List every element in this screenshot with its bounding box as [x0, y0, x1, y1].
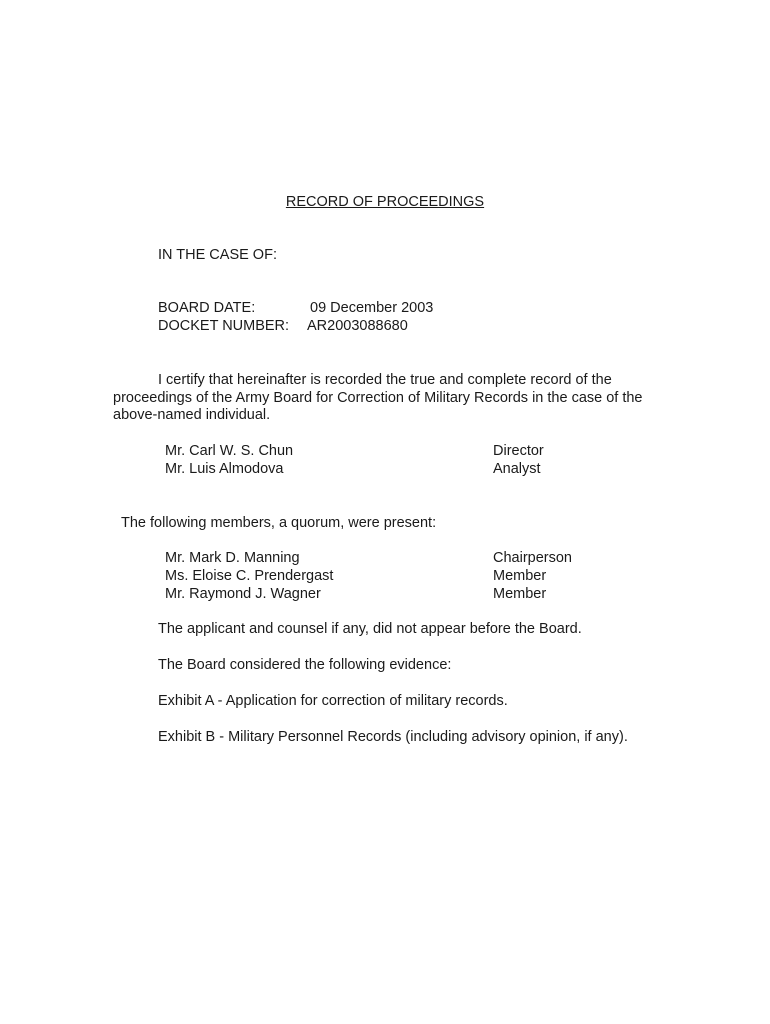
evidence-intro: The Board considered the following evidence: [158, 657, 452, 673]
staff-role: Director [493, 443, 544, 459]
certification-text: I certify that hereinafter is recorded the true and complete record of the proceedings of the Army Board for Correction of Military Records in the case of the above-named individual. [113, 372, 643, 423]
member-name: Ms. Eloise C. Prendergast [165, 568, 334, 584]
case-label: IN THE CASE OF: [158, 247, 277, 263]
quorum-statement: The following members, a quorum, were present: [121, 515, 437, 531]
staff-role: Analyst [493, 461, 541, 477]
staff-name: Mr. Carl W. S. Chun [165, 443, 294, 459]
member-role: Member [493, 568, 547, 584]
certification-paragraph [113, 372, 653, 425]
docket-number-label: DOCKET NUMBER: [158, 318, 290, 334]
member-role: Member [493, 586, 547, 602]
document-title [0, 193, 770, 211]
member-name: Mr. Mark D. Manning [165, 550, 300, 566]
member-role: Chairperson [493, 550, 572, 566]
member-name: Mr. Raymond J. Wagner [165, 586, 321, 602]
board-date-label: BOARD DATE: [158, 300, 256, 316]
exhibit-a: Exhibit A - Application for correction of military records. [158, 693, 508, 709]
document-title-text: RECORD OF PROCEEDINGS [285, 194, 485, 210]
docket-number-value: AR2003088680 [307, 318, 408, 334]
staff-name: Mr. Luis Almodova [165, 461, 284, 477]
appearance-statement: The applicant and counsel if any, did not appear before the Board. [158, 621, 582, 637]
exhibit-b: Exhibit B - Military Personnel Records (including advisory opinion, if any). [158, 729, 628, 745]
board-date-value: 09 December 2003 [310, 300, 434, 316]
